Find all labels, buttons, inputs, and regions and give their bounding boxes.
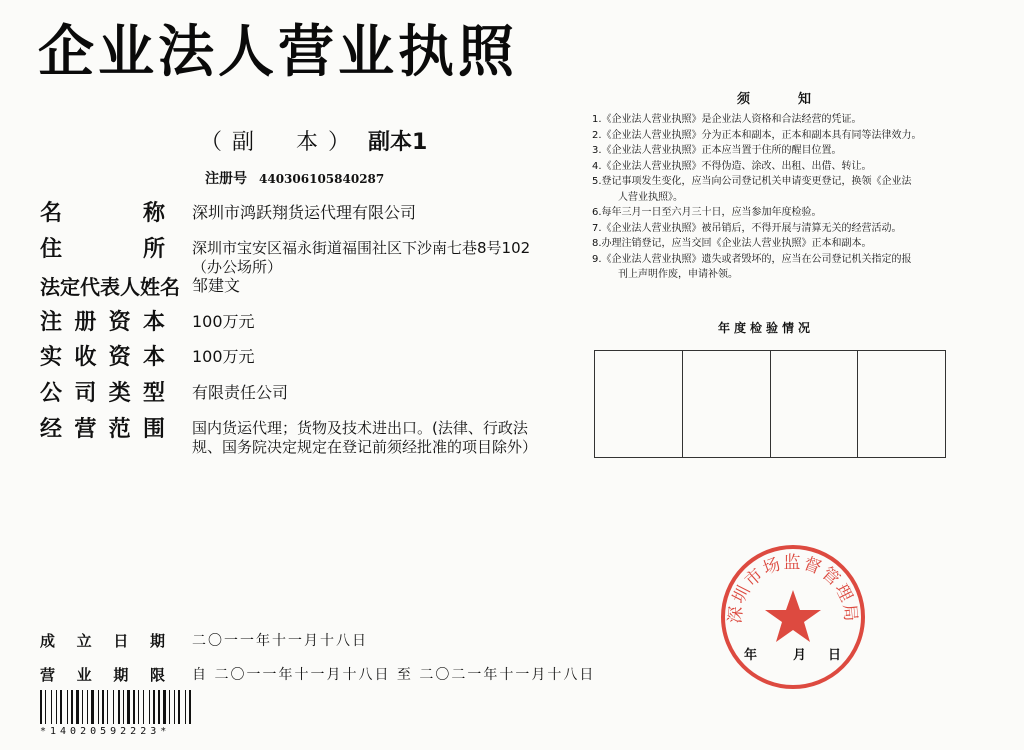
business-term: 自 二〇一一年十一月十八日 至 二〇二一年十一月十八日	[192, 667, 596, 683]
field-label-char: 成	[40, 632, 56, 650]
field-label-char: 称	[142, 201, 165, 226]
barcode-bar	[163, 690, 166, 724]
issue-day-mark: 日	[828, 648, 844, 663]
field-label-char: 司	[74, 381, 97, 406]
notice-item-continued: 人营业执照》。	[618, 191, 683, 203]
field-label-char: 名	[40, 201, 63, 226]
field-label-char: 本	[142, 310, 165, 335]
field-label	[40, 200, 165, 228]
field-label-char: 公	[40, 381, 63, 406]
inspection-cell	[683, 351, 771, 457]
barcode-bar	[105, 690, 106, 724]
barcode-bar	[181, 690, 184, 724]
barcode-bar	[74, 690, 75, 724]
issue-month-mark: 月	[793, 648, 809, 663]
notice-item: 7.《企业法人营业执照》被吊销后，不得开展与清算无关的经营活动。	[592, 222, 902, 234]
inspection-cell	[595, 351, 683, 457]
registration-number: 440306105840287	[259, 172, 385, 186]
barcode-bar	[84, 690, 86, 724]
barcode-bar	[82, 690, 83, 724]
barcode	[40, 690, 230, 740]
barcode-bar	[60, 690, 62, 724]
notice-list	[592, 112, 952, 283]
field-label-char: 日	[113, 632, 129, 650]
barcode-bar	[89, 690, 90, 724]
field-label	[40, 309, 165, 337]
registration-line	[205, 170, 384, 188]
barcode-bar	[192, 690, 193, 724]
notice-item-continued: 刊上声明作废，申请补领。	[618, 269, 738, 280]
barcode-bar	[53, 690, 55, 724]
notice-item: 5.登记事项发生变化，应当向公司登记机关申请变更登记，换领《企业法	[592, 176, 912, 187]
barcode-bar	[136, 690, 137, 724]
barcode-bar	[63, 690, 66, 724]
field-label-char: 册	[74, 310, 97, 335]
barcode-bar	[151, 690, 152, 724]
notice-item: 4.《企业法人营业执照》不得伪造、涂改、出租、出借、转让。	[592, 160, 872, 172]
barcode-bar	[69, 690, 70, 724]
notice-item: 2.《企业法人营业执照》分为正本和副本，正本和副本具有同等法律效力。	[592, 129, 922, 141]
barcode-bar	[109, 690, 112, 724]
barcode-bar	[127, 690, 130, 724]
paid-in-capital: 100万元	[192, 347, 255, 366]
barcode-bar	[76, 690, 79, 724]
barcode-bar	[51, 690, 52, 724]
copy-number-handwritten: 副本1	[368, 130, 428, 155]
barcode-text: *14020592223*	[40, 726, 171, 737]
barcode-bar	[167, 690, 168, 724]
field-label-char: 经	[40, 417, 63, 442]
notice-item: 3.《企业法人营业执照》正本应当置于住所的醒目位置。	[592, 145, 842, 156]
barcode-bar	[58, 690, 59, 724]
field-label-char: 营	[40, 666, 56, 684]
barcode-bar	[113, 690, 114, 724]
field-label	[40, 380, 165, 408]
inspection-cell	[771, 351, 859, 457]
barcode-bar	[138, 690, 139, 724]
barcode-bar	[176, 690, 177, 724]
seal-text: 深圳市场监督管理局	[725, 552, 861, 625]
barcode-bar	[45, 690, 46, 724]
field-label: 法定代表人姓名	[40, 275, 180, 299]
barcode-bar	[87, 690, 88, 724]
business-scope-line-1: 国内货运代理；货物及技术进出口。(法律、行政法	[192, 419, 528, 437]
barcode-bar	[115, 690, 117, 724]
company-name: 深圳市鸿跃翔货运代理有限公司	[192, 203, 417, 222]
barcode-bar	[185, 690, 186, 724]
business-scope-line-2: 规、国务院决定规定在登记前须经批准的项目除外）	[192, 438, 538, 456]
field-label-char: 类	[108, 381, 131, 406]
field-label-char: 住	[40, 237, 63, 262]
address-line-1: 深圳市宝安区福永街道福围社区下沙南七巷8号102	[192, 239, 531, 257]
notice-item: 9.《企业法人营业执照》遗失或者毁坏的，应当在公司登记机关指定的报	[592, 253, 912, 265]
issue-year-mark: 年	[744, 648, 760, 663]
company-type: 有限责任公司	[192, 383, 289, 402]
barcode-bar	[100, 690, 101, 724]
barcode-bar	[118, 690, 120, 724]
annual-inspection-grid	[594, 350, 946, 458]
document-title: 企业法人营业执照	[38, 20, 518, 85]
barcode-bar	[169, 690, 170, 724]
barcode-bar	[131, 690, 132, 724]
barcode-bar	[178, 690, 180, 724]
field-label-char: 实	[40, 345, 63, 370]
barcode-bar	[174, 690, 175, 724]
field-label-char: 资	[108, 310, 131, 335]
barcode-bars	[40, 690, 230, 724]
barcode-bar	[67, 690, 68, 724]
barcode-bar	[140, 690, 142, 724]
barcode-bar	[123, 690, 124, 724]
barcode-bar	[171, 690, 173, 724]
field-label	[40, 665, 165, 685]
notice-item: 8.办理注销登记，应当交回《企业法人营业执照》正本和副本。	[592, 238, 872, 249]
barcode-bar	[161, 690, 162, 724]
barcode-bar	[47, 690, 50, 724]
barcode-bar	[56, 690, 57, 724]
barcode-bar	[121, 690, 122, 724]
field-label-char: 限	[149, 666, 165, 684]
barcode-bar	[43, 690, 44, 724]
barcode-bar	[71, 690, 73, 724]
barcode-bar	[158, 690, 160, 724]
field-label-char: 本	[142, 345, 165, 370]
barcode-bar	[189, 690, 191, 724]
barcode-bar	[149, 690, 150, 724]
barcode-bar	[133, 690, 135, 724]
barcode-bar	[145, 690, 148, 724]
copy-type-printed: （副 本）	[200, 130, 361, 155]
field-label-char: 营	[74, 417, 97, 442]
legal-representative: 邹建文	[192, 276, 241, 295]
barcode-bar	[187, 690, 188, 724]
barcode-bar	[95, 690, 97, 724]
barcode-bar	[40, 690, 42, 724]
barcode-bar	[125, 690, 126, 724]
field-label	[40, 236, 165, 264]
barcode-bar	[80, 690, 81, 724]
copy-type-line	[200, 128, 427, 158]
notice-item: 6.每年三月一日至六月三十日，应当参加年度检验。	[592, 207, 822, 218]
barcode-bar	[143, 690, 144, 724]
field-label	[40, 344, 165, 372]
barcode-bar	[91, 690, 94, 724]
notice-title: 须知	[737, 92, 860, 107]
field-label-char: 资	[108, 345, 131, 370]
registered-capital: 100万元	[192, 312, 255, 331]
address-line-2: （办公场所）	[192, 258, 283, 276]
field-label-char: 业	[76, 666, 92, 684]
barcode-bar	[153, 690, 155, 724]
field-label	[40, 631, 165, 651]
field-label-char: 收	[74, 345, 97, 370]
barcode-bar	[107, 690, 108, 724]
field-label-char: 范	[108, 417, 131, 442]
field-label-char: 注	[40, 310, 63, 335]
registration-label: 注册号	[205, 171, 247, 187]
field-label-char: 所	[142, 237, 165, 262]
official-seal-icon	[716, 542, 870, 692]
field-label-char: 型	[142, 381, 165, 406]
field-label	[40, 416, 165, 444]
field-label-char: 围	[142, 417, 165, 442]
field-label-char: 期	[149, 632, 165, 650]
notice-item: 1.《企业法人营业执照》是企业法人资格和合法经营的凭证。	[592, 114, 862, 125]
establishment-date: 二〇一一年十一月十八日	[192, 633, 368, 649]
field-label-char: 立	[76, 632, 92, 650]
barcode-bar	[98, 690, 99, 724]
field-label-char: 期	[113, 666, 129, 684]
annual-inspection-title: 年度检验情况	[718, 321, 815, 335]
barcode-bar	[102, 690, 104, 724]
barcode-bar	[156, 690, 157, 724]
seal-star-icon	[765, 590, 821, 642]
inspection-cell	[858, 351, 945, 457]
